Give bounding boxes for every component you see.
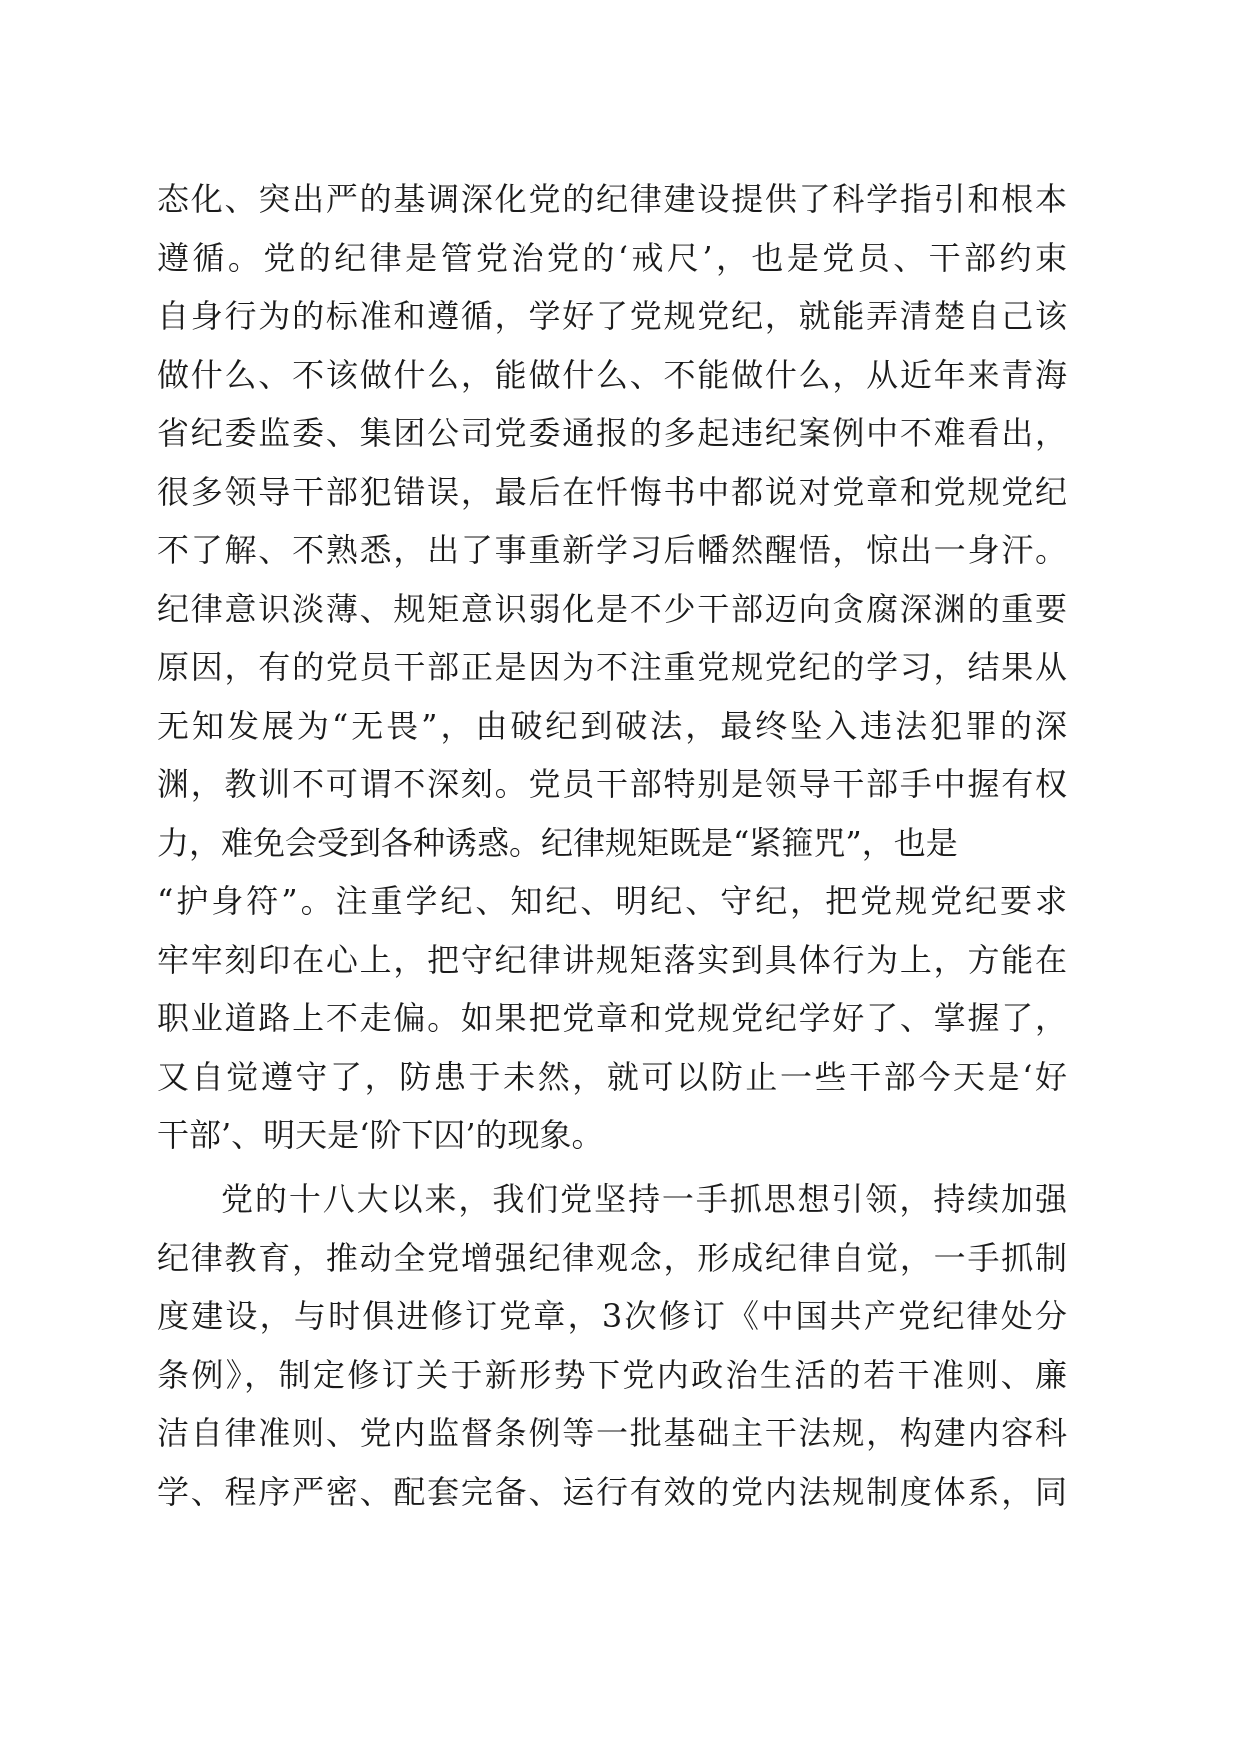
text-line: 牢牢刻印在心上，把守纪律讲规矩落实到具体行为上，方能在 xyxy=(157,940,1067,979)
text-line: “护身符”。注重学纪、知纪、明纪、守纪，把党规党纪要求 xyxy=(157,882,1067,920)
text-line: 遵循。党的纪律是管党治党的‘戒尺’，也是党员、干部约束 xyxy=(157,238,1067,277)
text-line: 纪律教育，推动全党增强纪律观念，形成纪律自觉，一手抓制 xyxy=(157,1238,1067,1277)
text-line: 洁自律准则、党内监督条例等一批基础主干法规，构建内容科 xyxy=(157,1414,1067,1452)
text-line: 学、程序严密、配套完备、运行有效的党内法规制度体系，同 xyxy=(157,1472,1067,1511)
text-line: 自身行为的标准和遵循，学好了党规党纪，就能弄清楚自己该 xyxy=(157,297,1067,335)
text-line: 很多领导干部犯错误，最后在忏悔书中都说对党章和党规党纪 xyxy=(157,472,1067,511)
paragraph-2 xyxy=(157,1170,1067,1521)
text-line: 不了解、不熟悉，出了事重新学习后幡然醒悟，惊出一身汗。 xyxy=(157,531,1067,569)
text-line: 原因，有的党员干部正是因为不注重党规党纪的学习，结果从 xyxy=(157,648,1067,686)
paragraph-1 xyxy=(157,170,1067,1165)
text-line: 条例》，制定修订关于新形势下党内政治生活的若干准则、廉 xyxy=(157,1355,1067,1394)
text-line: 省纪委监委、集团公司党委通报的多起违纪案例中不难看出， xyxy=(157,414,1067,452)
text-line: 纪律意识淡薄、规矩意识弱化是不少干部迈向贪腐深渊的重要 xyxy=(157,589,1067,628)
text-line: 职业道路上不走偏。如果把党章和党规党纪学好了、掌握了， xyxy=(157,999,1067,1037)
text-line: 态化、突出严的基调深化党的纪律建设提供了科学指引和根本 xyxy=(157,180,1067,218)
text-line: 干部’、明天是‘阶下囚’的现象。 xyxy=(157,1116,604,1154)
text-line: 做什么、不该做什么，能做什么、不能做什么，从近年来青海 xyxy=(157,355,1067,394)
text-line: 度建设，与时俱进修订党章，3次修订《中国共产党纪律处分 xyxy=(157,1297,1067,1335)
text-line: 力，难免会受到各种诱惑。纪律规矩既是“紧箍咒”，也是 xyxy=(157,823,958,862)
text-line: 无知发展为“无畏”，由破纪到破法，最终坠入违法犯罪的深 xyxy=(157,706,1067,745)
text-line: 又自觉遵守了，防患于未然，就可以防止一些干部今天是‘好 xyxy=(157,1057,1067,1096)
text-line: 党的十八大以来，我们党坚持一手抓思想引领，持续加强 xyxy=(221,1180,1067,1218)
text-line: 渊，教训不可谓不深刻。党员干部特别是领导干部手中握有权 xyxy=(157,765,1067,803)
